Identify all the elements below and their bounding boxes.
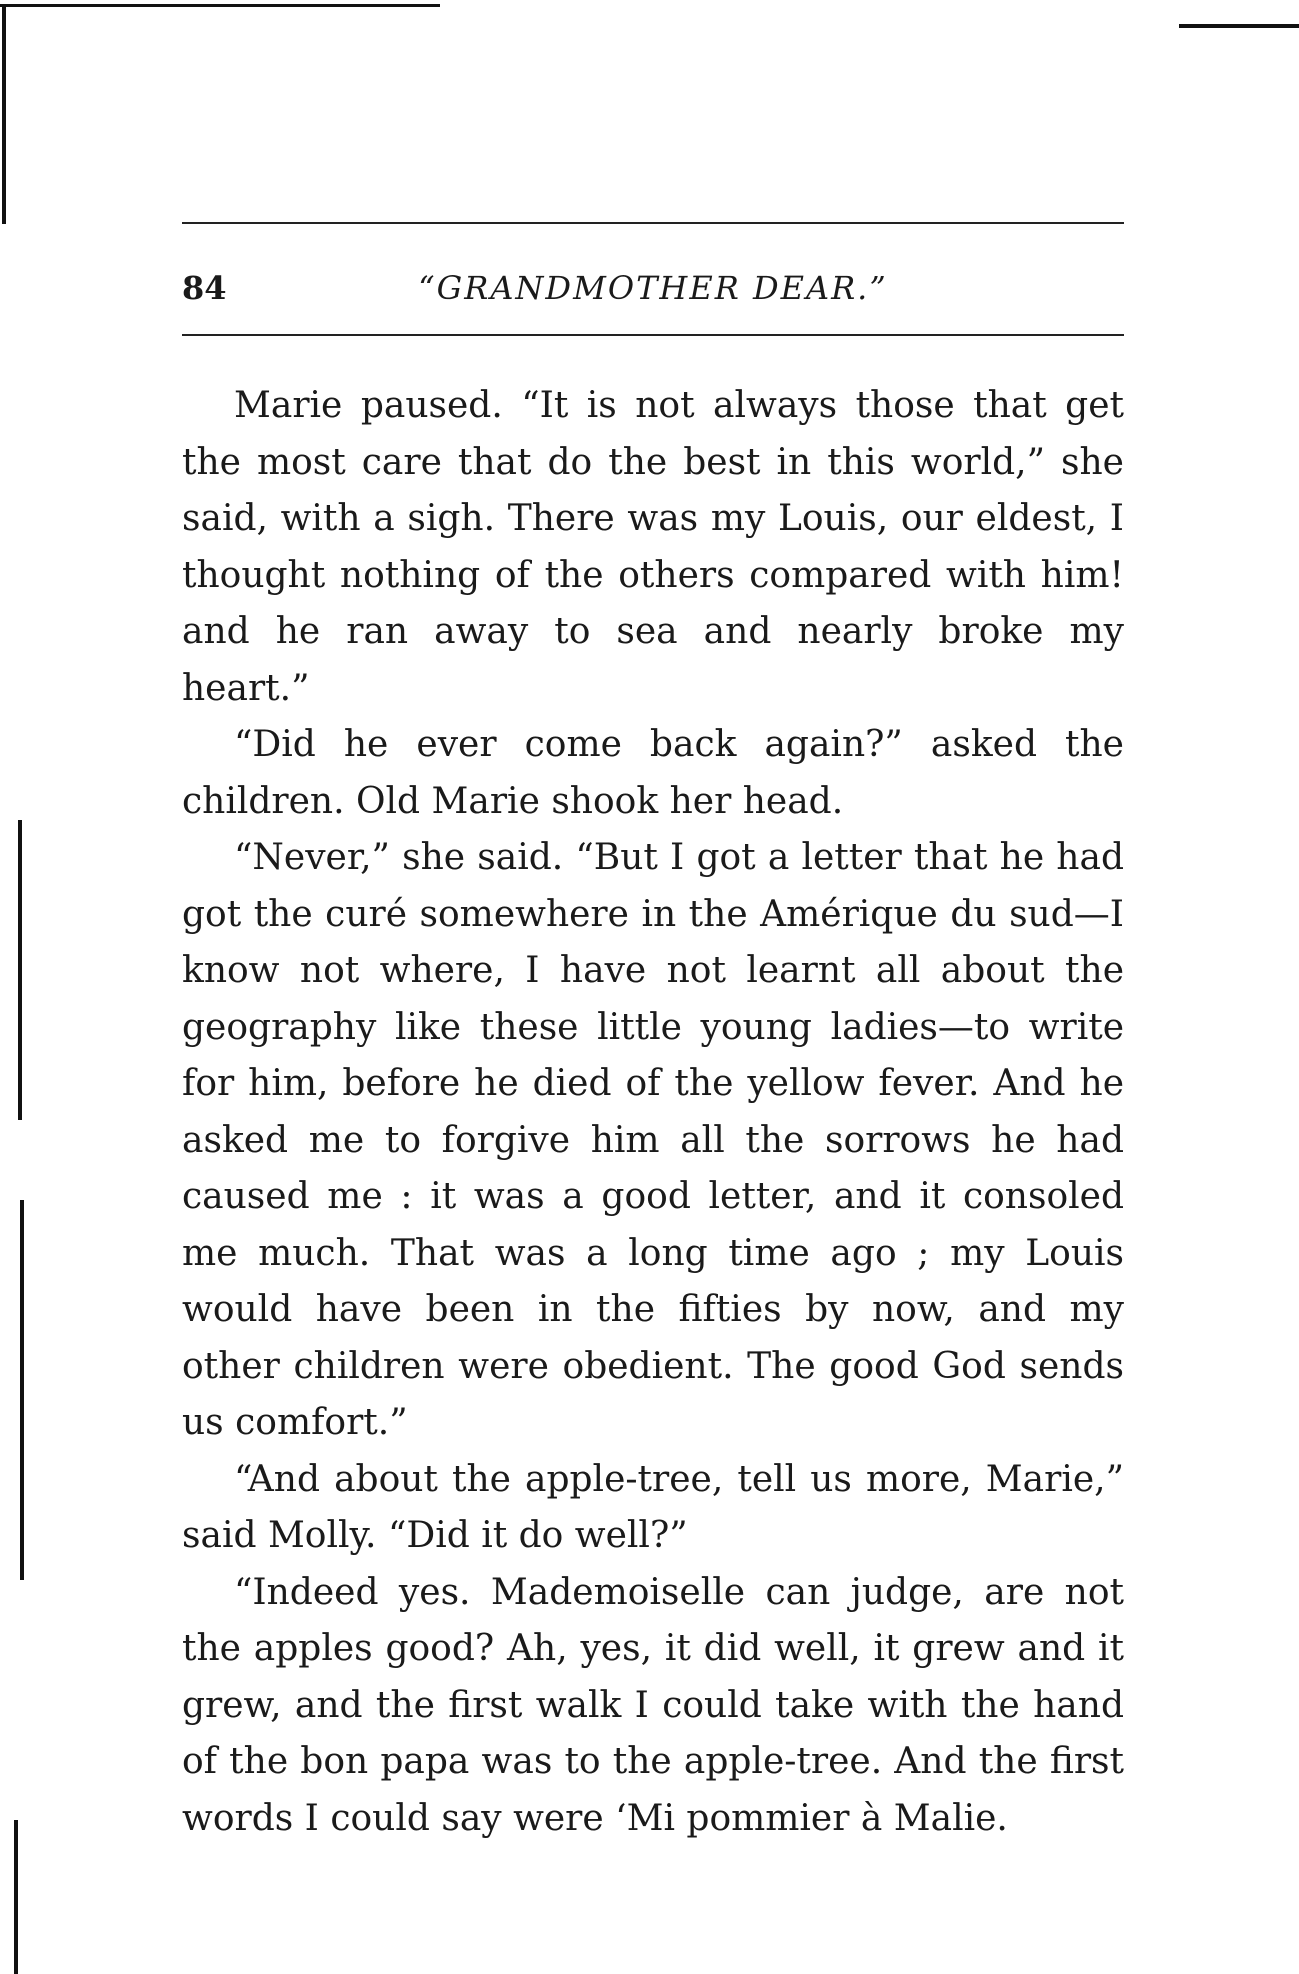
scan-edge-mark bbox=[1179, 24, 1299, 28]
scan-edge-mark bbox=[2, 4, 6, 224]
paragraph: “And about the apple-tree, tell us more, Marie,” said Molly. “Did it do well?” bbox=[182, 1458, 1124, 1556]
paragraph: “Never,” she said. “But I got a letter that he had got the curé somewhere in the Amérique du sud—I know not where, I have not learnt all about the geography like these little young ladies—to write for him, before he died of the yellow fever. And he asked me to forgive him all the sorrows he had caused me : it was a good letter, and it consoled me much. That was a long time ago ; my Louis would have been in the fifties by now, and my other children were obedient. The good God sends us comfort.” bbox=[182, 837, 1124, 1443]
header-rule-top bbox=[182, 222, 1124, 224]
scan-edge-mark bbox=[0, 4, 440, 7]
paragraph: “Did he ever come back again?” asked the children. Old Marie shook her head. bbox=[182, 724, 1124, 822]
paragraph: “Indeed yes. Mademoiselle can judge, are not the apples good? Ah, yes, it did well, it grew and it grew, and the first walk I could take with the hand of the bon papa was to the apple-tree. And the first words I could say were ‘Mi pommier à Malie. bbox=[182, 1571, 1124, 1839]
page-number: 84 bbox=[182, 269, 227, 307]
body-text bbox=[182, 378, 1124, 1847]
paragraph: Marie paused. “It is not always those that get the most care that do the best in this world,” she said, with a sigh. There was my Louis, our eldest, I thought nothing of the others compared with him! and he ran away to sea and nearly broke my heart.” bbox=[182, 385, 1124, 709]
scan-edge-mark bbox=[14, 1820, 18, 1974]
running-title: “GRANDMOTHER DEAR.” bbox=[418, 269, 888, 307]
header-rule-bottom bbox=[182, 334, 1124, 336]
scan-edge-mark bbox=[18, 820, 22, 1120]
scan-edge-mark bbox=[20, 1200, 24, 1580]
